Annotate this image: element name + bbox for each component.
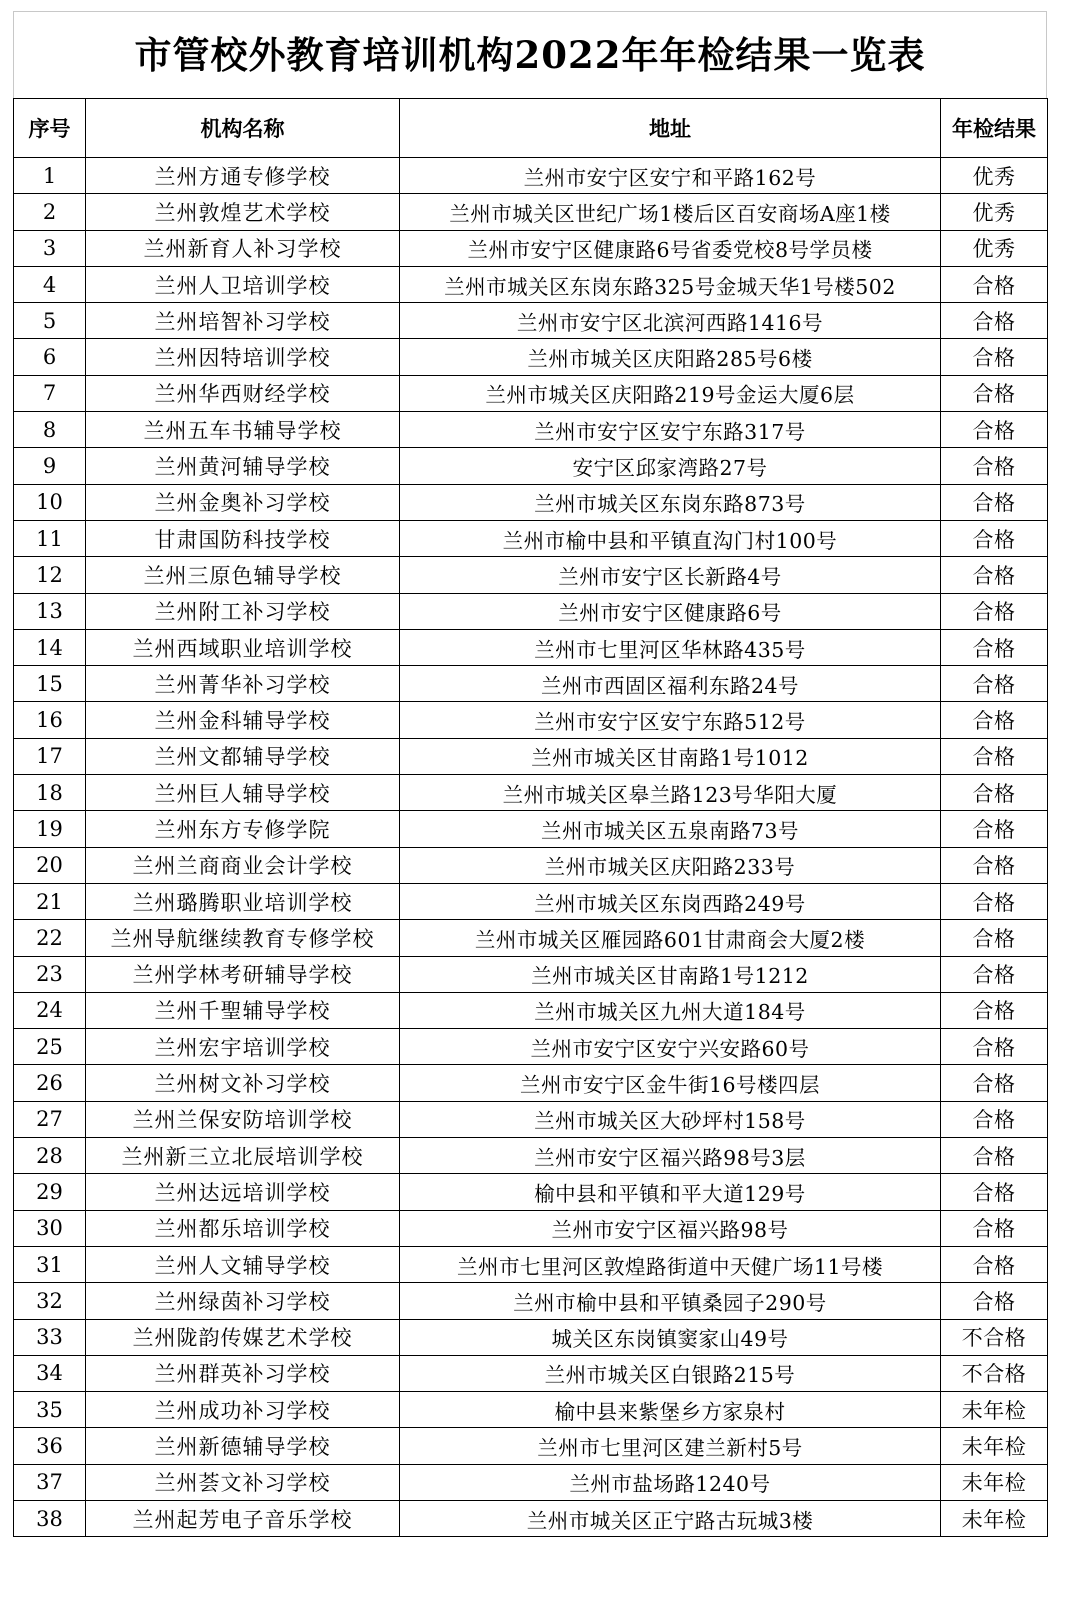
row-result: 合格 xyxy=(941,1246,1048,1282)
row-address: 兰州市安宁区健康路6号 xyxy=(400,593,941,629)
row-result: 合格 xyxy=(941,266,1048,302)
row-institution-name: 兰州菁华补习学校 xyxy=(86,666,400,702)
row-address: 兰州市城关区甘南路1号1212 xyxy=(400,956,941,992)
row-institution-name: 兰州绿茵补习学校 xyxy=(86,1283,400,1319)
row-institution-name: 兰州学林考研辅导学校 xyxy=(86,956,400,992)
table-row xyxy=(14,1174,1048,1210)
row-serial: 35 xyxy=(14,1392,86,1428)
row-result: 合格 xyxy=(941,629,1048,665)
table-body xyxy=(14,158,1048,1537)
row-serial: 34 xyxy=(14,1355,86,1391)
row-serial: 38 xyxy=(14,1500,86,1536)
row-result: 合格 xyxy=(941,375,1048,411)
table-row xyxy=(14,847,1048,883)
row-institution-name: 兰州西域职业培训学校 xyxy=(86,629,400,665)
table-row xyxy=(14,557,1048,593)
row-institution-name: 兰州文都辅导学校 xyxy=(86,738,400,774)
row-institution-name: 兰州树文补习学校 xyxy=(86,1065,400,1101)
row-address: 兰州市安宁区安宁兴安路60号 xyxy=(400,1029,941,1065)
row-result: 合格 xyxy=(941,702,1048,738)
row-address: 兰州市城关区雁园路601甘肃商会大厦2楼 xyxy=(400,920,941,956)
row-result: 合格 xyxy=(941,666,1048,702)
row-institution-name: 兰州璐腾职业培训学校 xyxy=(86,883,400,919)
row-result: 合格 xyxy=(941,1210,1048,1246)
row-address: 兰州市榆中县和平镇直沟门村100号 xyxy=(400,520,941,556)
row-address: 城关区东岗镇窦家山49号 xyxy=(400,1319,941,1355)
row-serial: 12 xyxy=(14,557,86,593)
row-result: 不合格 xyxy=(941,1355,1048,1391)
row-address: 兰州市城关区庆阳路219号金运大厦6层 xyxy=(400,375,941,411)
table-row xyxy=(14,303,1048,339)
row-institution-name: 兰州金奥补习学校 xyxy=(86,484,400,520)
row-result: 合格 xyxy=(941,811,1048,847)
row-address: 兰州市安宁区福兴路98号3层 xyxy=(400,1138,941,1174)
row-institution-name: 兰州荟文补习学校 xyxy=(86,1464,400,1500)
row-address: 兰州市安宁区安宁和平路162号 xyxy=(400,158,941,194)
row-serial: 21 xyxy=(14,883,86,919)
row-institution-name: 兰州都乐培训学校 xyxy=(86,1210,400,1246)
row-result: 合格 xyxy=(941,883,1048,919)
row-institution-name: 兰州兰商商业会计学校 xyxy=(86,847,400,883)
row-result: 合格 xyxy=(941,557,1048,593)
table-row xyxy=(14,629,1048,665)
row-result: 合格 xyxy=(941,303,1048,339)
row-address: 兰州市城关区庆阳路285号6楼 xyxy=(400,339,941,375)
row-institution-name: 兰州起芳电子音乐学校 xyxy=(86,1500,400,1536)
row-result: 合格 xyxy=(941,775,1048,811)
header-institution-name: 机构名称 xyxy=(86,99,400,158)
row-address: 兰州市城关区五泉南路73号 xyxy=(400,811,941,847)
row-result: 未年检 xyxy=(941,1464,1048,1500)
row-serial: 33 xyxy=(14,1319,86,1355)
row-serial: 17 xyxy=(14,738,86,774)
results-table xyxy=(13,98,1048,1537)
row-result: 合格 xyxy=(941,412,1048,448)
row-address: 兰州市安宁区安宁东路317号 xyxy=(400,412,941,448)
row-institution-name: 兰州新德辅导学校 xyxy=(86,1428,400,1464)
row-serial: 14 xyxy=(14,629,86,665)
row-serial: 11 xyxy=(14,520,86,556)
row-result: 合格 xyxy=(941,1283,1048,1319)
row-serial: 4 xyxy=(14,266,86,302)
table-row xyxy=(14,484,1048,520)
row-result: 合格 xyxy=(941,738,1048,774)
row-address: 兰州市城关区东岗东路873号 xyxy=(400,484,941,520)
row-address: 兰州市安宁区健康路6号省委党校8号学员楼 xyxy=(400,230,941,266)
row-serial: 36 xyxy=(14,1428,86,1464)
table-row xyxy=(14,1101,1048,1137)
row-result: 合格 xyxy=(941,484,1048,520)
row-institution-name: 兰州东方专修学院 xyxy=(86,811,400,847)
row-result: 优秀 xyxy=(941,158,1048,194)
table-row xyxy=(14,194,1048,230)
table-row xyxy=(14,702,1048,738)
row-serial: 10 xyxy=(14,484,86,520)
row-institution-name: 兰州导航继续教育专修学校 xyxy=(86,920,400,956)
row-institution-name: 兰州千聖辅导学校 xyxy=(86,992,400,1028)
row-institution-name: 兰州华西财经学校 xyxy=(86,375,400,411)
row-serial: 24 xyxy=(14,992,86,1028)
row-institution-name: 兰州培智补习学校 xyxy=(86,303,400,339)
row-institution-name: 兰州宏宇培训学校 xyxy=(86,1029,400,1065)
row-institution-name: 兰州敦煌艺术学校 xyxy=(86,194,400,230)
row-result: 优秀 xyxy=(941,194,1048,230)
row-address: 兰州市安宁区金牛街16号楼四层 xyxy=(400,1065,941,1101)
row-result: 合格 xyxy=(941,1101,1048,1137)
row-institution-name: 甘肃国防科技学校 xyxy=(86,520,400,556)
row-institution-name: 兰州黄河辅导学校 xyxy=(86,448,400,484)
row-address: 兰州市城关区大砂坪村158号 xyxy=(400,1101,941,1137)
row-serial: 25 xyxy=(14,1029,86,1065)
row-serial: 13 xyxy=(14,593,86,629)
header-serial: 序号 xyxy=(14,99,86,158)
table-row xyxy=(14,1428,1048,1464)
page-title: 市管校外教育培训机构2022年年检结果一览表 xyxy=(13,11,1047,98)
row-address: 兰州市榆中县和平镇桑园子290号 xyxy=(400,1283,941,1319)
row-result: 合格 xyxy=(941,1138,1048,1174)
row-address: 兰州市城关区正宁路古玩城3楼 xyxy=(400,1500,941,1536)
table-row xyxy=(14,775,1048,811)
row-institution-name: 兰州因特培训学校 xyxy=(86,339,400,375)
table-row xyxy=(14,956,1048,992)
row-institution-name: 兰州五车书辅导学校 xyxy=(86,412,400,448)
row-address: 兰州市七里河区敦煌路街道中天健广场11号楼 xyxy=(400,1246,941,1282)
table-row xyxy=(14,666,1048,702)
row-address: 兰州市七里河区华林路435号 xyxy=(400,629,941,665)
row-address: 兰州市西固区福利东路24号 xyxy=(400,666,941,702)
row-result: 合格 xyxy=(941,847,1048,883)
row-serial: 8 xyxy=(14,412,86,448)
table-row xyxy=(14,920,1048,956)
row-institution-name: 兰州三原色辅导学校 xyxy=(86,557,400,593)
row-institution-name: 兰州巨人辅导学校 xyxy=(86,775,400,811)
row-institution-name: 兰州人卫培训学校 xyxy=(86,266,400,302)
row-serial: 19 xyxy=(14,811,86,847)
table-row xyxy=(14,448,1048,484)
table-row xyxy=(14,375,1048,411)
row-address: 兰州市城关区东岗西路249号 xyxy=(400,883,941,919)
table-row xyxy=(14,1464,1048,1500)
row-serial: 37 xyxy=(14,1464,86,1500)
row-address: 兰州市安宁区安宁东路512号 xyxy=(400,702,941,738)
row-serial: 3 xyxy=(14,230,86,266)
row-address: 榆中县来紫堡乡方家泉村 xyxy=(400,1392,941,1428)
row-result: 不合格 xyxy=(941,1319,1048,1355)
table-row xyxy=(14,1392,1048,1428)
row-address: 榆中县和平镇和平大道129号 xyxy=(400,1174,941,1210)
row-institution-name: 兰州方通专修学校 xyxy=(86,158,400,194)
table-row xyxy=(14,1246,1048,1282)
row-result: 未年检 xyxy=(941,1500,1048,1536)
row-result: 合格 xyxy=(941,593,1048,629)
row-result: 未年检 xyxy=(941,1428,1048,1464)
row-serial: 2 xyxy=(14,194,86,230)
row-institution-name: 兰州成功补习学校 xyxy=(86,1392,400,1428)
row-serial: 27 xyxy=(14,1101,86,1137)
row-serial: 29 xyxy=(14,1174,86,1210)
row-result: 优秀 xyxy=(941,230,1048,266)
document-sheet xyxy=(13,11,1065,1537)
row-result: 合格 xyxy=(941,1174,1048,1210)
row-address: 兰州市城关区九州大道184号 xyxy=(400,992,941,1028)
row-serial: 6 xyxy=(14,339,86,375)
row-result: 合格 xyxy=(941,920,1048,956)
table-row xyxy=(14,992,1048,1028)
row-institution-name: 兰州附工补习学校 xyxy=(86,593,400,629)
row-address: 兰州市七里河区建兰新村5号 xyxy=(400,1428,941,1464)
row-serial: 31 xyxy=(14,1246,86,1282)
row-serial: 5 xyxy=(14,303,86,339)
row-result: 合格 xyxy=(941,956,1048,992)
table-row xyxy=(14,1029,1048,1065)
row-institution-name: 兰州新育人补习学校 xyxy=(86,230,400,266)
row-result: 合格 xyxy=(941,339,1048,375)
row-serial: 16 xyxy=(14,702,86,738)
header-inspection-result: 年检结果 xyxy=(941,99,1048,158)
row-serial: 30 xyxy=(14,1210,86,1246)
table-row xyxy=(14,593,1048,629)
table-row xyxy=(14,1065,1048,1101)
row-serial: 9 xyxy=(14,448,86,484)
table-row xyxy=(14,520,1048,556)
row-address: 兰州市城关区皋兰路123号华阳大厦 xyxy=(400,775,941,811)
row-institution-name: 兰州陇韵传媒艺术学校 xyxy=(86,1319,400,1355)
row-serial: 1 xyxy=(14,158,86,194)
row-institution-name: 兰州金科辅导学校 xyxy=(86,702,400,738)
table-row xyxy=(14,811,1048,847)
table-row xyxy=(14,1355,1048,1391)
table-row xyxy=(14,883,1048,919)
row-address: 兰州市城关区世纪广场1楼后区百安商场A座1楼 xyxy=(400,194,941,230)
row-address: 安宁区邱家湾路27号 xyxy=(400,448,941,484)
row-serial: 32 xyxy=(14,1283,86,1319)
table-row xyxy=(14,1138,1048,1174)
table-row xyxy=(14,1283,1048,1319)
row-result: 未年检 xyxy=(941,1392,1048,1428)
row-serial: 7 xyxy=(14,375,86,411)
table-header-row xyxy=(14,99,1048,158)
row-institution-name: 兰州达远培训学校 xyxy=(86,1174,400,1210)
row-address: 兰州市城关区东岗东路325号金城天华1号楼502 xyxy=(400,266,941,302)
row-address: 兰州市城关区白银路215号 xyxy=(400,1355,941,1391)
table-row xyxy=(14,1319,1048,1355)
row-result: 合格 xyxy=(941,1065,1048,1101)
row-result: 合格 xyxy=(941,520,1048,556)
row-serial: 15 xyxy=(14,666,86,702)
row-serial: 18 xyxy=(14,775,86,811)
table-row xyxy=(14,266,1048,302)
row-address: 兰州市城关区庆阳路233号 xyxy=(400,847,941,883)
table-row xyxy=(14,158,1048,194)
row-address: 兰州市安宁区北滨河西路1416号 xyxy=(400,303,941,339)
row-serial: 23 xyxy=(14,956,86,992)
table-row xyxy=(14,1500,1048,1536)
header-address: 地址 xyxy=(400,99,941,158)
table-row xyxy=(14,339,1048,375)
row-serial: 26 xyxy=(14,1065,86,1101)
table-row xyxy=(14,1210,1048,1246)
row-serial: 22 xyxy=(14,920,86,956)
row-serial: 20 xyxy=(14,847,86,883)
row-institution-name: 兰州兰保安防培训学校 xyxy=(86,1101,400,1137)
row-serial: 28 xyxy=(14,1138,86,1174)
row-institution-name: 兰州新三立北辰培训学校 xyxy=(86,1138,400,1174)
row-address: 兰州市城关区甘南路1号1012 xyxy=(400,738,941,774)
table-row xyxy=(14,738,1048,774)
row-address: 兰州市安宁区长新路4号 xyxy=(400,557,941,593)
row-result: 合格 xyxy=(941,448,1048,484)
row-address: 兰州市安宁区福兴路98号 xyxy=(400,1210,941,1246)
row-institution-name: 兰州人文辅导学校 xyxy=(86,1246,400,1282)
row-result: 合格 xyxy=(941,1029,1048,1065)
row-institution-name: 兰州群英补习学校 xyxy=(86,1355,400,1391)
table-row xyxy=(14,230,1048,266)
row-result: 合格 xyxy=(941,992,1048,1028)
row-address: 兰州市盐场路1240号 xyxy=(400,1464,941,1500)
table-row xyxy=(14,412,1048,448)
